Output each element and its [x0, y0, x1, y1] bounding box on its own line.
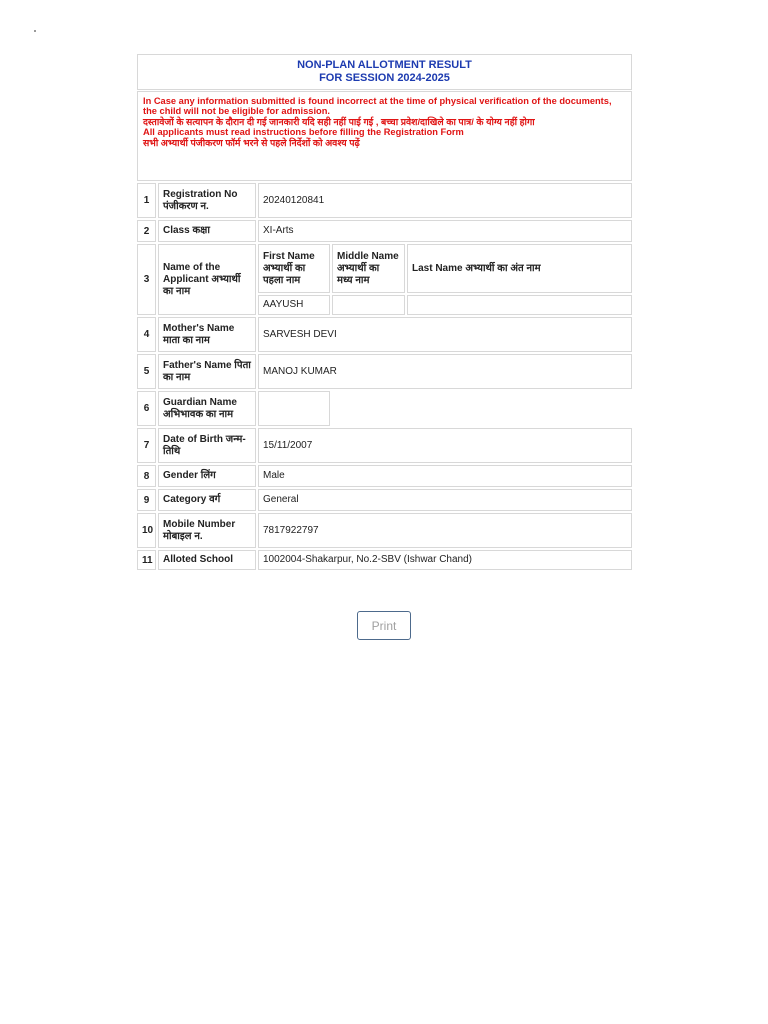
table-row — [137, 220, 632, 242]
header-line: Middle Name — [337, 250, 399, 262]
dob-value: 15/11/2007 — [258, 428, 632, 463]
row-number: 7 — [137, 428, 156, 463]
label-line: माता का नाम — [163, 334, 210, 346]
label-line: Name of the — [163, 261, 221, 273]
registration-value: 20240120841 — [258, 183, 632, 218]
father-name-value: MANOJ KUMAR — [258, 354, 632, 389]
field-label: Class कक्षा — [158, 220, 256, 242]
header-line: अभ्यार्थी का — [263, 262, 306, 274]
empty-cell — [332, 391, 632, 426]
label-en: Registration No — [163, 188, 238, 200]
table-row — [137, 244, 632, 293]
label-hi: पंजीकरण न. — [163, 200, 209, 212]
row-number: 8 — [137, 465, 156, 487]
middle-name-value — [332, 295, 405, 315]
label-line: का नाम — [163, 285, 191, 297]
row-number: 9 — [137, 489, 156, 511]
class-value: XI-Arts — [258, 220, 632, 242]
alloted-school-value: 1002004-Shakarpur, No.2-SBV (Ishwar Chand) — [258, 550, 632, 570]
table-row — [137, 183, 632, 218]
row-number: 10 — [137, 513, 156, 548]
label-line: Date of Birth जन्म- — [163, 433, 246, 445]
last-name-value — [407, 295, 632, 315]
table-row — [137, 354, 632, 389]
row-number: 4 — [137, 317, 156, 352]
table-row — [137, 513, 632, 548]
corner-dot — [34, 30, 36, 32]
field-label — [158, 391, 256, 426]
label-line: का नाम — [163, 371, 191, 383]
row-number: 1 — [137, 183, 156, 218]
notice-line: the child will not be eligible for admission. — [143, 106, 330, 117]
table-row — [137, 428, 632, 463]
table-row — [137, 317, 632, 352]
row-number: 5 — [137, 354, 156, 389]
field-label — [158, 244, 256, 315]
first-name-value: AAYUSH — [258, 295, 330, 315]
header-line: मध्य नाम — [337, 274, 370, 286]
field-label — [158, 513, 256, 548]
row-number: 2 — [137, 220, 156, 242]
row-number: 6 — [137, 391, 156, 426]
label-line: Applicant अभ्यार्थी — [163, 273, 241, 285]
page-title-line1: NON-PLAN ALLOTMENT RESULT — [297, 59, 472, 71]
field-label: Alloted School — [158, 550, 256, 570]
notice-box — [137, 91, 632, 181]
title-box — [137, 54, 632, 90]
table-row — [137, 489, 632, 511]
label-line: मोबाइल न. — [163, 530, 203, 542]
guardian-name-value — [258, 391, 330, 426]
label-line: Father's Name पिता — [163, 359, 251, 371]
notice-line: All applicants must read instructions before filling the Registration Form — [143, 127, 464, 138]
label-line: Mobile Number — [163, 518, 236, 530]
row-number: 3 — [137, 244, 156, 315]
label-line: अभिभावक का नाम — [163, 408, 234, 420]
field-label: Gender लिंग — [158, 465, 256, 487]
table-row — [137, 391, 632, 426]
applicant-table — [135, 181, 634, 572]
category-value: General — [258, 489, 632, 511]
table-row — [137, 465, 632, 487]
field-label — [158, 428, 256, 463]
notice-line: In Case any information submitted is found incorrect at the time of physical verification of the documents, — [143, 96, 612, 106]
notice-line-hindi: दस्तावेजों के सत्यापन के दौरान दी गई जानकारी यदि सही नहीं पाई गई , बच्चा प्रवेश/दाखिले का पात्र/ के योग्य नहीं होगा — [143, 116, 535, 127]
header-line: First Name — [263, 250, 315, 262]
header-line: पहला नाम — [263, 274, 301, 286]
label-line: Guardian Name — [163, 396, 237, 408]
mother-name-value: SARVESH DEVI — [258, 317, 632, 352]
header-line: अभ्यार्थी का — [337, 262, 380, 274]
first-name-header — [258, 244, 330, 293]
field-label — [158, 354, 256, 389]
table-row — [137, 550, 632, 570]
print-button[interactable]: Print — [357, 611, 411, 640]
gender-value: Male — [258, 465, 632, 487]
field-label — [158, 183, 256, 218]
row-number: 11 — [137, 550, 156, 570]
field-label: Category वर्ग — [158, 489, 256, 511]
last-name-header: Last Name अभ्यार्थी का अंत नाम — [407, 244, 632, 293]
notice-line-hindi: सभी अभ्यार्थी पंजीकरण फॉर्म भरने से पहले निर्देशों को अवश्य पढ़ें — [143, 137, 360, 148]
page-title-line2: FOR SESSION 2024-2025 — [319, 72, 450, 84]
result-panel — [137, 54, 632, 572]
label-line: Mother's Name — [163, 322, 235, 334]
mobile-value: 7817922797 — [258, 513, 632, 548]
middle-name-header — [332, 244, 405, 293]
field-label — [158, 317, 256, 352]
label-line: तिथि — [163, 445, 181, 457]
